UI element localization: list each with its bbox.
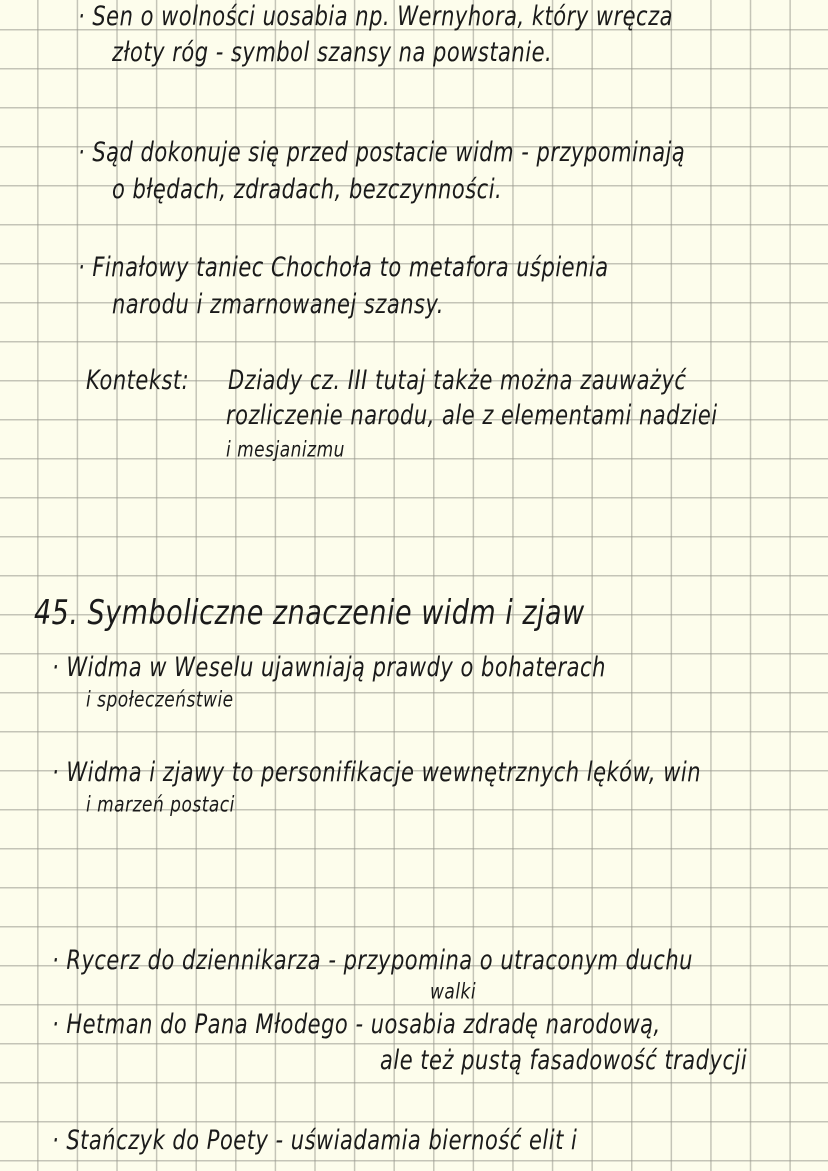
note-line: narodu i zmarnowanej szansy.	[112, 289, 444, 319]
note-line: · Stańczyk do Poety - uświadamia bierność elit i	[52, 1125, 578, 1155]
note-line: o błędach, zdradach, bezczynności.	[112, 174, 503, 204]
note-line: · Sen o wolności uosabia np. Wernyhora, który wręcza	[78, 1, 673, 31]
note-line: i mesjanizmu	[226, 437, 345, 463]
note-line: i marzeń postaci	[86, 792, 235, 818]
note-line: i społeczeństwie	[86, 687, 234, 713]
note-line: · Widma i zjawy to personifikacje wewnętrznych lęków, win	[52, 757, 702, 787]
note-line: · Finałowy taniec Chochoła to metafora uśpienia	[78, 252, 609, 282]
note-line: złoty róg - symbol szansy na powstanie.	[112, 37, 553, 67]
note-line: Dziady cz. III tutaj także można zauważyć	[228, 365, 687, 395]
context-label: Kontekst:	[86, 365, 190, 395]
note-line: ale też pustą fasadowość tradycji	[380, 1045, 748, 1075]
note-line: · Rycerz do dziennikarza - przypomina o utraconym duchu	[52, 945, 693, 975]
note-line: · Widma w Weselu ujawniają prawdy o bohaterach	[52, 652, 606, 682]
note-line: rozliczenie narodu, ale z elementami nadziei	[226, 400, 718, 430]
note-line: walki	[430, 979, 477, 1005]
note-line: · Sąd dokonuje się przed postacie widm - przypominają	[78, 137, 686, 167]
section-heading: 45. Symboliczne znaczenie widm i zjaw	[34, 594, 585, 633]
note-line: · Hetman do Pana Młodego - uosabia zdradę narodową,	[52, 1009, 661, 1039]
